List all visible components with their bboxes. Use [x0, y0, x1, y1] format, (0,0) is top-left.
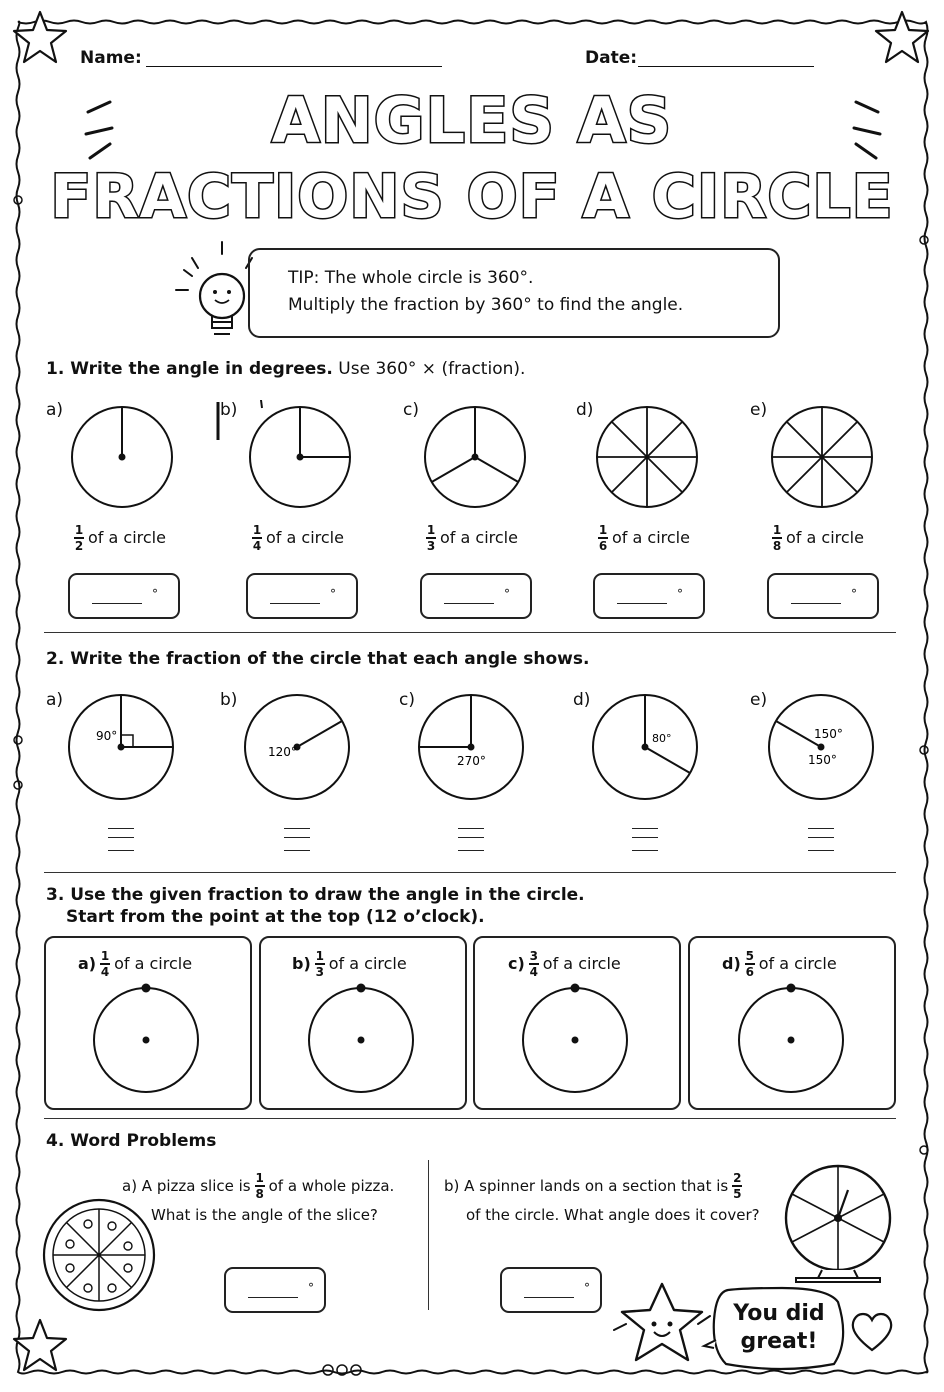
tip-line2: Multiply the fraction by 360° to find the angle. [288, 295, 684, 315]
q2-letter-a: a) [46, 690, 64, 710]
q2-fraction-blank-e[interactable] [808, 828, 834, 859]
q1-heading: 1. Write the angle in degrees. Use 360° × (fraction). [46, 359, 526, 379]
page-title-line1: ANGLES AS [271, 84, 673, 157]
q4-a-line1: a) A pizza slice is $\frac{1}{8}$ of a whole pizza. [122, 1171, 395, 1201]
q1-fraction-a: $\frac{1}{2}$ of a circle [74, 523, 166, 553]
q3-label-c: c) $\frac{3}{4}$ of a circle [508, 949, 621, 979]
q2-heading: 2. Write the fraction of the circle that each angle shows. [46, 649, 590, 669]
q2-letter-e: e) [750, 690, 768, 710]
q1-letter-b: b) [220, 400, 238, 420]
star-icon [876, 12, 928, 62]
q1-fraction-c: $\frac{1}{3}$ of a circle [426, 523, 518, 553]
q3-heading-line2: Start from the point at the top (12 o’clock). [66, 907, 485, 927]
sparkle-marks-icon [80, 100, 130, 170]
q2-circle-c [419, 695, 523, 799]
tip-line1: TIP: The whole circle is 360°. [288, 268, 534, 288]
q1-circle-b [250, 407, 350, 507]
q4-b-line2: of the circle. What angle does it cover? [466, 1206, 760, 1224]
sparkle-marks-icon [838, 100, 888, 170]
star-icon [14, 1320, 66, 1370]
q4-answer-box-b[interactable]: ° [500, 1267, 602, 1313]
q3-circle-b [309, 984, 413, 1093]
lightbulb-icon [168, 238, 260, 348]
encouragement-text: You did great! [733, 1301, 825, 1354]
q2-letter-d: d) [573, 690, 591, 710]
q2-angle-label-e-bottom: 150° [808, 753, 837, 767]
star-icon [14, 12, 66, 62]
pizza-icon [40, 1196, 160, 1316]
date-line[interactable] [638, 66, 814, 67]
heart-icon [853, 1314, 891, 1350]
q4-answer-box-a[interactable]: ° [224, 1267, 326, 1313]
tip-box [248, 248, 780, 338]
date-label: Date: [585, 48, 638, 68]
q2-fraction-blank-a[interactable] [108, 828, 134, 859]
name-line[interactable] [146, 66, 442, 67]
q2-circle-a [69, 695, 173, 799]
q1-fraction-e: $\frac{1}{8}$ of a circle [772, 523, 864, 553]
name-label: Name: [80, 48, 142, 68]
q1-letter-d: d) [576, 400, 594, 420]
spinner-icon [778, 1160, 898, 1284]
q1-circle-d [597, 407, 697, 507]
q3-label-d: d) $\frac{5}{6}$ of a circle [722, 949, 837, 979]
q2-circle-e [769, 695, 873, 799]
star-icon [622, 1284, 702, 1360]
q4-column-divider [428, 1160, 429, 1310]
q3-circle-a [94, 984, 198, 1093]
q2-circle-b [245, 695, 349, 799]
q1-answer-box-a[interactable]: ° [68, 573, 180, 619]
q1-answer-box-d[interactable]: ° [593, 573, 705, 619]
q2-fraction-blank-d[interactable] [632, 828, 658, 859]
q3-label-b: b) $\frac{1}{3}$ of a circle [292, 949, 407, 979]
q3-circle-c [523, 984, 627, 1093]
q1-letter-e: e) [750, 400, 768, 420]
q3-circle-d [739, 984, 843, 1093]
q1-circle-c [425, 407, 525, 507]
q1-fraction-d: $\frac{1}{6}$ of a circle [598, 523, 690, 553]
q1-letter-a: a) [46, 400, 64, 420]
q2-angle-label-d: 80° [652, 732, 672, 745]
q4-b-line1: b) A spinner lands on a section that is $\frac{2}{5}$ [444, 1171, 742, 1201]
divider [44, 632, 896, 633]
q2-circle-d [593, 695, 697, 799]
q2-angle-label-a: 90° [96, 729, 118, 743]
divider [44, 1118, 896, 1119]
q1-letter-c: c) [403, 400, 419, 420]
q4-heading: 4. Word Problems [46, 1131, 217, 1151]
q1-circle-e [772, 407, 872, 507]
q2-fraction-blank-b[interactable] [284, 828, 310, 859]
q2-letter-c: c) [399, 690, 415, 710]
divider [44, 872, 896, 873]
q4-a-line2: What is the angle of the slice? [151, 1206, 378, 1224]
q1-circle-a [72, 407, 172, 507]
q3-heading-line1: 3. Use the given fraction to draw the angle in the circle. [46, 885, 585, 905]
q2-circles [0, 690, 944, 810]
q2-angle-label-b: 120° [268, 745, 297, 759]
q2-angle-label-c: 270° [457, 754, 486, 768]
q3-circles[interactable] [0, 980, 944, 1100]
q1-answer-box-c[interactable]: ° [420, 573, 532, 619]
q3-label-a: a) $\frac{1}{4}$ of a circle [78, 949, 193, 979]
q1-fraction-b: $\frac{1}{4}$ of a circle [252, 523, 344, 553]
q1-answer-box-e[interactable]: ° [767, 573, 879, 619]
page-title-line2: FRACTIONS OF A CIRCLE [50, 162, 894, 232]
q2-angle-label-e-top: 150° [814, 727, 843, 741]
q1-circles [0, 400, 944, 520]
q2-letter-b: b) [220, 690, 238, 710]
q2-fraction-blank-c[interactable] [458, 828, 484, 859]
q1-answer-box-b[interactable]: ° [246, 573, 358, 619]
